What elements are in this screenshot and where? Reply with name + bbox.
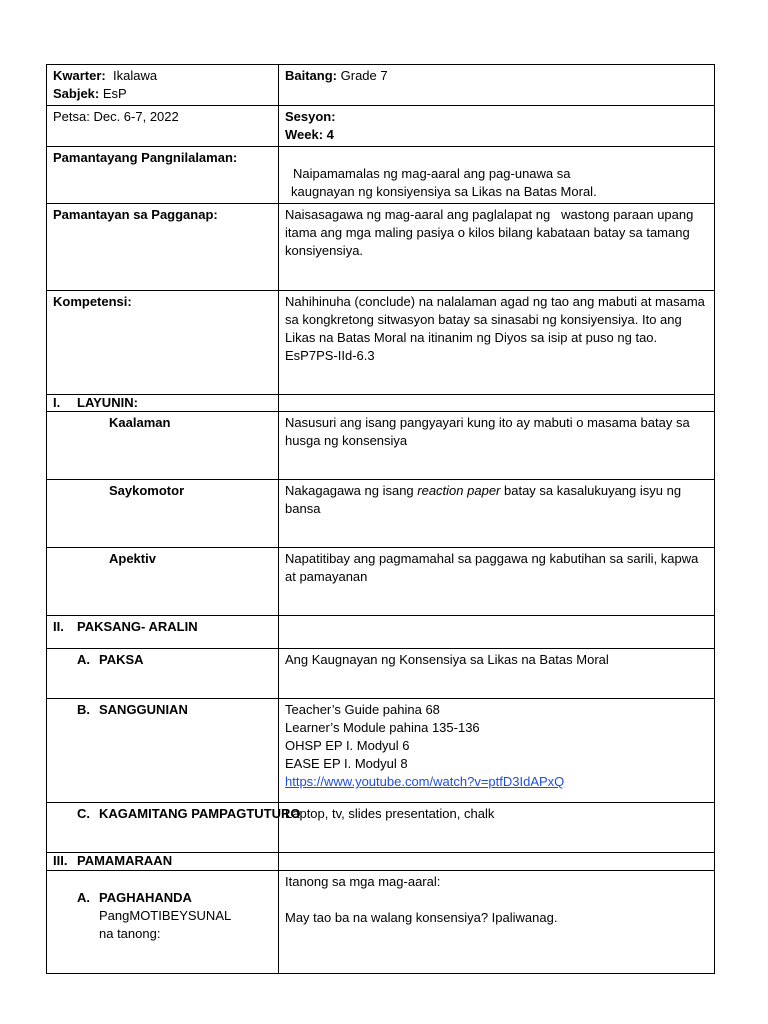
layunin-numeral: I.	[53, 395, 61, 410]
petsa-text: Petsa: Dec. 6-7, 2022	[53, 109, 179, 124]
header-row-2	[47, 106, 715, 147]
week-label: Week: 4	[285, 127, 334, 142]
saykomotor-italic: reaction paper	[417, 483, 501, 498]
paksa-heading	[47, 649, 279, 699]
apektiv-label: Apektiv	[47, 548, 279, 616]
sanggunian-item: EASE EP I. Modyul 8	[285, 756, 408, 771]
kagamitan-row	[47, 803, 715, 853]
pamamaraan-label: PAMAMARAAN	[77, 853, 173, 868]
saykomotor-row	[47, 480, 715, 548]
kagamitan-heading	[47, 803, 301, 853]
pangnilalaman-cell	[279, 147, 715, 204]
paksa-letter: A.	[77, 652, 90, 667]
sanggunian-label: SANGGUNIAN	[99, 702, 188, 717]
paksang-aralin-empty-cell	[279, 616, 715, 649]
kaalaman-text: Nasusuri ang isang pangyayari kung ito ay mabuti o masama batay sa husga ng konsensiya	[279, 412, 715, 480]
sesyon-label: Sesyon:	[285, 109, 336, 124]
pagganap-label: Pamantayan sa Pagganap:	[47, 204, 279, 291]
sanggunian-letter: B.	[77, 702, 90, 717]
kompetensi-cell	[279, 291, 715, 395]
pangnilalaman-row	[47, 147, 715, 204]
paghahanda-heading	[47, 871, 279, 974]
kwarter-value: Ikalawa	[112, 68, 158, 83]
layunin-label: LAYUNIN:	[77, 395, 138, 410]
pangnilalaman-label: Pamantayang Pangnilalaman:	[47, 147, 279, 204]
apektiv-text: Napatitibay ang pagmamahal sa paggawa ng kabutihan sa sarili, kapwa at pamayanan	[279, 548, 715, 616]
header-row-1	[47, 65, 715, 106]
paksang-aralin-numeral: II.	[53, 619, 64, 634]
paghahanda-cell	[279, 871, 715, 974]
pamamaraan-row	[47, 853, 715, 871]
layunin-empty-cell	[279, 395, 715, 412]
baitang-cell	[279, 65, 715, 106]
baitang-label: Baitang:	[285, 68, 337, 83]
kompetensi-text: Nahihinuha (conclude) na nalalaman agad ng tao ang mabuti at masama sa kongkretong sitwasyon batay sa sinasabi ng konsiyensiya. Ito ang Likas na Batas Moral na itinanim ng Diyos sa isip at puso ng tao.	[285, 294, 705, 345]
layunin-heading	[47, 395, 279, 412]
saykomotor-post: batay sa kasalukuyang isyu ng bansa	[285, 483, 685, 516]
paksa-text: Ang Kaugnayan ng Konsensiya sa Likas na Batas Moral	[279, 649, 715, 699]
kompetensi-row	[47, 291, 715, 395]
sanggunian-item: OHSP EP I. Modyul 6	[285, 738, 410, 753]
kagamitan-text: Laptop, tv, slides presentation, chalk	[279, 803, 715, 853]
sanggunian-row	[47, 699, 715, 803]
sanggunian-cell	[279, 699, 715, 803]
sesyon-cell	[279, 106, 715, 147]
youtube-link[interactable]: https://www.youtube.com/watch?v=ptfD3IdAPxQ	[285, 774, 565, 789]
kagamitan-label: KAGAMITANG PAMPAGTUTURO	[99, 806, 301, 821]
kaalaman-label: Kaalaman	[47, 412, 279, 480]
sanggunian-item: Teacher’s Guide pahina 68	[285, 702, 440, 717]
paghahanda-letter: A.	[77, 890, 90, 905]
pagganap-row	[47, 204, 715, 291]
sabjek-label: Sabjek:	[53, 86, 100, 101]
pamamaraan-numeral: III.	[53, 853, 68, 868]
kagamitan-letter: C.	[77, 806, 90, 821]
paghahanda-text1: Itanong sa mga mag-aaral:	[285, 874, 441, 889]
paghahanda-sub1: PangMOTIBEYSUNAL	[99, 908, 232, 923]
baitang-value: Grade 7	[340, 68, 388, 83]
lesson-plan-table	[46, 64, 715, 974]
petsa-cell	[47, 106, 279, 147]
kaalaman-row	[47, 412, 715, 480]
paksa-row	[47, 649, 715, 699]
sanggunian-heading	[47, 699, 279, 803]
pamamaraan-heading	[47, 853, 279, 871]
saykomotor-cell	[279, 480, 715, 548]
paghahanda-text2: May tao ba na walang konsensiya? Ipaliwanag.	[285, 910, 558, 925]
kwarter-label: Kwarter:	[53, 68, 106, 83]
paksang-aralin-label: PAKSANG- ARALIN	[77, 619, 198, 634]
apektiv-row	[47, 548, 715, 616]
paghahanda-sub2: na tanong:	[99, 926, 161, 941]
paksa-label: PAKSA	[99, 652, 144, 667]
pangnilalaman-line1: Naipamamalas ng mag-aaral ang pag-unawa sa	[293, 166, 571, 181]
sanggunian-item: Learner’s Module pahina 135-136	[285, 720, 480, 735]
kompetensi-code: EsP7PS-IId-6.3	[285, 348, 375, 363]
sabjek-value: EsP	[102, 86, 127, 101]
kwarter-sabjek-cell	[47, 65, 279, 106]
paksang-aralin-row	[47, 616, 715, 649]
paksang-aralin-heading	[47, 616, 279, 649]
pagganap-text: Naisasagawa ng mag-aaral ang paglalapat ng wastong paraan upang itama ang mga maling pasiya o kilos bilang kabataan batay sa tamang konsiyensiya.	[279, 204, 715, 291]
pangnilalaman-line2: kaugnayan ng konsiyensiya sa Likas na Batas Moral.	[291, 184, 597, 199]
saykomotor-pre: Nakagagawa ng isang	[285, 483, 418, 498]
saykomotor-label: Saykomotor	[47, 480, 279, 548]
paghahanda-row	[47, 871, 715, 974]
pamamaraan-empty-cell	[279, 853, 715, 871]
paghahanda-label: PAGHAHANDA	[99, 890, 192, 905]
layunin-row	[47, 395, 715, 412]
kompetensi-label: Kompetensi:	[47, 291, 279, 395]
